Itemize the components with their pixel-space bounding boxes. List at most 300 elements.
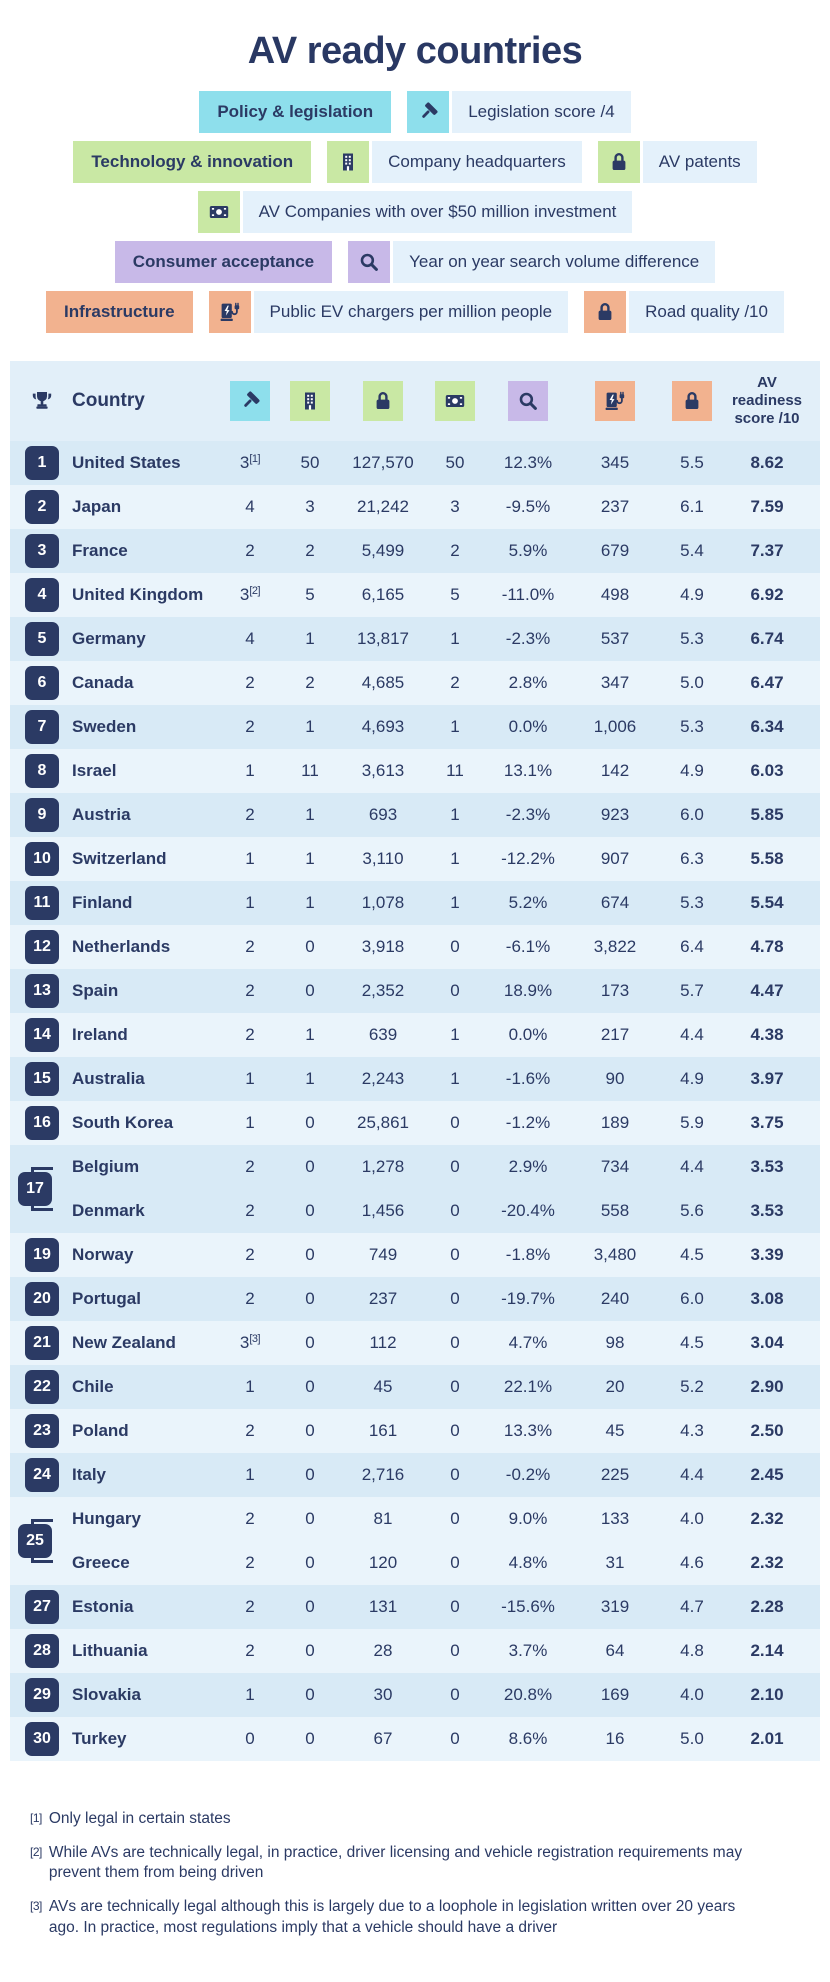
metric-value-3: 21,242 <box>357 497 409 516</box>
rank-cell <box>20 1634 64 1668</box>
country-name: Norway <box>72 1245 134 1264</box>
metric-value-3: 4,685 <box>361 673 405 692</box>
legend-label: AV patents <box>643 141 757 183</box>
rank-cell <box>20 886 64 920</box>
metric-value-6: 142 <box>600 761 630 780</box>
legend-row-4 <box>0 241 830 283</box>
metric-value-4: 0 <box>450 1377 460 1396</box>
metric-value-7: 5.2 <box>680 1377 704 1396</box>
legend-item-legislation-score-4 <box>407 91 630 133</box>
metric-value-1: 2 <box>245 1421 255 1440</box>
rank-badge: 23 <box>25 1414 59 1448</box>
rank-badge: 28 <box>25 1634 59 1668</box>
rank-badge: 30 <box>25 1722 59 1756</box>
metric-value-1: 2 <box>245 1553 255 1572</box>
metric-value-2: 2 <box>305 673 315 692</box>
row-portugal <box>10 1277 820 1321</box>
country-name: Denmark <box>72 1201 145 1220</box>
metric-value-6: 319 <box>600 1597 630 1616</box>
country-name: Estonia <box>72 1597 134 1616</box>
metric-value-7: 6.1 <box>680 497 704 516</box>
row-belgium <box>10 1145 820 1189</box>
legend-label: Road quality /10 <box>629 291 784 333</box>
padlock-icon <box>363 381 403 421</box>
magnifier-icon <box>348 241 390 283</box>
readiness-score: 5.58 <box>750 849 784 868</box>
metric-value-6: 169 <box>600 1685 630 1704</box>
legend-item-year-on-year-search-volume-difference <box>348 241 715 283</box>
legend-row-5 <box>0 291 830 333</box>
country-name: Ireland <box>72 1025 128 1044</box>
metric-value-4: 0 <box>450 1157 460 1176</box>
metric-value-4: 0 <box>450 1729 460 1748</box>
metric-value-3: 2,352 <box>361 981 405 1000</box>
legend-badge-consumer-acceptance: Consumer acceptance <box>115 241 332 283</box>
rank-badge: 10 <box>25 842 59 876</box>
row-canada <box>10 661 820 705</box>
gavel-icon <box>230 381 270 421</box>
metric-value-2: 0 <box>305 1597 315 1616</box>
rank-cell <box>20 1722 64 1756</box>
row-greece <box>10 1541 820 1585</box>
metric-value-7: 4.9 <box>680 761 704 780</box>
metric-value-1: 1 <box>245 1465 255 1484</box>
metric-value-4: 11 <box>446 761 464 780</box>
readiness-score: 3.53 <box>750 1157 784 1176</box>
rank-cell <box>20 666 64 700</box>
rank-group-28 <box>10 1629 820 1673</box>
readiness-score: 2.10 <box>750 1685 784 1704</box>
row-italy <box>10 1453 820 1497</box>
readiness-score: 2.45 <box>750 1465 784 1484</box>
metric-value-2: 1 <box>305 893 315 912</box>
metric-value-7: 4.4 <box>680 1025 704 1044</box>
row-united-kingdom <box>10 573 820 617</box>
metric-value-3: 4,693 <box>361 717 405 736</box>
rank-group-29 <box>10 1673 820 1717</box>
metric-value-7: 4.4 <box>680 1465 704 1484</box>
country-name: Hungary <box>72 1509 141 1528</box>
metric-value-6: 558 <box>600 1201 630 1220</box>
table-body <box>10 441 820 1761</box>
metric-value-5: -6.1% <box>505 937 551 956</box>
footnote-text: Only legal in certain states <box>48 1810 231 1827</box>
metric-value-5: -15.6% <box>501 1597 555 1616</box>
readiness-score: 8.62 <box>750 453 784 472</box>
metric-value-6: 90 <box>605 1069 625 1088</box>
metric-value-3: 749 <box>368 1245 398 1264</box>
metric-value-6: 679 <box>600 541 630 560</box>
metric-value-1: 2 <box>245 805 255 824</box>
readiness-score: 6.03 <box>750 761 784 780</box>
metric-value-2: 2 <box>305 541 315 560</box>
metric-value-6: 923 <box>600 805 630 824</box>
trophy-icon <box>20 389 64 413</box>
metric-value-3: 2,243 <box>361 1069 405 1088</box>
metric-value-4: 0 <box>450 1113 460 1132</box>
banknote-icon <box>435 381 475 421</box>
country-name: Greece <box>72 1553 130 1572</box>
metric-value-1: 4 <box>245 629 255 648</box>
metric-value-4: 1 <box>450 805 460 824</box>
metric-value-5: -1.2% <box>505 1113 551 1132</box>
rank-badge: 11 <box>25 886 59 920</box>
rankings-table <box>10 361 820 1761</box>
rank-group-12 <box>10 925 820 969</box>
metric-value-1: 4 <box>245 497 255 516</box>
metric-value-1: 2 <box>245 1289 255 1308</box>
country-name: Finland <box>72 893 133 912</box>
metric-value-3: 131 <box>368 1597 398 1616</box>
metric-column-header-7 <box>660 381 724 421</box>
country-name: Turkey <box>72 1729 127 1748</box>
metric-value-6: 347 <box>600 673 630 692</box>
metric-value-1: 2 <box>245 1245 255 1264</box>
metric-value-7: 4.0 <box>680 1685 704 1704</box>
metric-value-6: 498 <box>600 585 630 604</box>
metric-value-3: 3,613 <box>361 761 405 780</box>
row-spain <box>10 969 820 1013</box>
footnote-3 <box>30 1897 755 1937</box>
rank-group-2 <box>10 485 820 529</box>
rank-badge: 4 <box>25 578 59 612</box>
rank-cell <box>20 1238 64 1272</box>
score-column-header: AV readiness score /10 <box>731 374 803 427</box>
rank-cell <box>20 930 64 964</box>
readiness-score: 6.92 <box>750 585 784 604</box>
rank-badge: 21 <box>25 1326 59 1360</box>
metric-value-5: 22.1% <box>503 1377 553 1396</box>
metric-value-4: 3 <box>450 497 460 516</box>
metric-value-2: 1 <box>305 849 315 868</box>
metric-value-3: 25,861 <box>357 1113 409 1132</box>
metric-value-6: 734 <box>600 1157 630 1176</box>
metric-value-4: 0 <box>450 981 460 1000</box>
footnote-ref: [3] <box>249 1333 261 1345</box>
metric-value-5: 5.2% <box>508 893 548 912</box>
metric-value-2: 11 <box>301 761 319 780</box>
rank-badge: 14 <box>25 1018 59 1052</box>
metric-value-6: 45 <box>605 1421 625 1440</box>
metric-value-7: 4.9 <box>680 1069 704 1088</box>
metric-value-1: 3[2] <box>239 585 261 604</box>
metric-value-7: 4.9 <box>680 585 704 604</box>
metric-value-7: 5.0 <box>680 673 704 692</box>
metric-value-4: 2 <box>450 541 460 560</box>
banknote-icon <box>198 191 240 233</box>
metric-value-1: 1 <box>245 1069 255 1088</box>
rank-cell <box>20 1590 64 1624</box>
country-column-header: Country <box>72 390 145 411</box>
readiness-score: 2.50 <box>750 1421 784 1440</box>
metric-value-3: 1,078 <box>361 893 405 912</box>
metric-value-1: 1 <box>245 761 255 780</box>
metric-value-2: 0 <box>305 937 315 956</box>
metric-value-1: 2 <box>245 1157 255 1176</box>
metric-value-4: 0 <box>450 1201 460 1220</box>
metric-value-4: 1 <box>450 1069 460 1088</box>
country-name: Spain <box>72 981 119 1000</box>
rank-group-5 <box>10 617 820 661</box>
metric-value-7: 5.4 <box>680 541 704 560</box>
footnote-text: AVs are technically legal although this is largely due to a loophole in legislation written over 20 years ago. In practice, most regulations imply that a vehicle should have a driver <box>48 1898 736 1936</box>
metric-value-7: 5.5 <box>680 453 704 472</box>
row-slovakia <box>10 1673 820 1717</box>
metric-value-4: 0 <box>450 1509 460 1528</box>
country-name: Netherlands <box>72 937 171 956</box>
rank-cell <box>20 446 64 480</box>
metric-value-5: 13.3% <box>503 1421 553 1440</box>
rank-cell <box>20 798 64 832</box>
readiness-score: 4.38 <box>750 1025 784 1044</box>
rank-badge: 3 <box>25 534 59 568</box>
legend-label: Year on year search volume difference <box>393 241 715 283</box>
metric-value-3: 13,817 <box>357 629 409 648</box>
legend <box>0 91 830 333</box>
metric-value-7: 4.6 <box>680 1553 704 1572</box>
metric-value-1: 2 <box>245 1641 255 1660</box>
country-name: Poland <box>72 1421 129 1440</box>
metric-value-4: 0 <box>450 1685 460 1704</box>
legend-badge-infrastructure: Infrastructure <box>46 291 193 333</box>
metric-value-7: 6.0 <box>680 805 704 824</box>
rank-badge: 8 <box>25 754 59 788</box>
metric-value-7: 5.6 <box>680 1201 704 1220</box>
legend-item-company-headquarters <box>327 141 582 183</box>
readiness-score: 3.04 <box>750 1333 784 1352</box>
row-finland <box>10 881 820 925</box>
metric-value-6: 537 <box>600 629 630 648</box>
metric-value-5: 2.9% <box>508 1157 548 1176</box>
metric-value-3: 237 <box>368 1289 398 1308</box>
metric-value-5: 18.9% <box>503 981 553 1000</box>
metric-value-5: 13.1% <box>503 761 553 780</box>
row-chile <box>10 1365 820 1409</box>
metric-value-5: 4.8% <box>508 1553 548 1572</box>
metric-value-1: 1 <box>245 1685 255 1704</box>
metric-value-1: 0 <box>245 1729 255 1748</box>
readiness-score: 2.90 <box>750 1377 784 1396</box>
metric-value-4: 50 <box>445 453 465 472</box>
rank-group-22 <box>10 1365 820 1409</box>
rank-group-9 <box>10 793 820 837</box>
metric-value-2: 0 <box>305 981 315 1000</box>
metric-value-7: 6.4 <box>680 937 704 956</box>
gavel-icon <box>407 91 449 133</box>
metric-value-6: 240 <box>600 1289 630 1308</box>
readiness-score: 3.97 <box>750 1069 784 1088</box>
readiness-score: 3.53 <box>750 1201 784 1220</box>
metric-value-1: 2 <box>245 1509 255 1528</box>
metric-value-1: 3[1] <box>239 453 261 472</box>
rank-badge: 29 <box>25 1678 59 1712</box>
country-name: New Zealand <box>72 1333 176 1352</box>
country-name: Germany <box>72 629 146 648</box>
country-name: Sweden <box>72 717 137 736</box>
metric-value-5: -11.0% <box>501 585 555 604</box>
legend-item-av-patents <box>598 141 757 183</box>
row-france <box>10 529 820 573</box>
metric-value-5: -1.8% <box>505 1245 551 1264</box>
metric-value-1: 2 <box>245 981 255 1000</box>
building-icon <box>327 141 369 183</box>
metric-value-4: 2 <box>450 673 460 692</box>
metric-value-4: 0 <box>450 1333 460 1352</box>
metric-value-1: 2 <box>245 541 255 560</box>
metric-value-1: 2 <box>245 717 255 736</box>
metric-value-5: 5.9% <box>508 541 548 560</box>
metric-value-2: 0 <box>305 1685 315 1704</box>
metric-value-3: 30 <box>373 1685 393 1704</box>
legend-label: Public EV chargers per million people <box>254 291 569 333</box>
metric-value-2: 1 <box>305 717 315 736</box>
readiness-score: 2.32 <box>750 1509 784 1528</box>
metric-value-3: 693 <box>368 805 398 824</box>
footnote-marker: [3] <box>30 1899 42 1914</box>
rank-badge: 7 <box>25 710 59 744</box>
metric-value-2: 0 <box>305 1245 315 1264</box>
legend-item-public-ev-chargers-per-million-people <box>209 291 569 333</box>
rank-group-27 <box>10 1585 820 1629</box>
country-name: Portugal <box>72 1289 141 1308</box>
metric-value-7: 5.7 <box>680 981 704 1000</box>
rank-badge: 20 <box>25 1282 59 1316</box>
rank-group-4 <box>10 573 820 617</box>
rank-group-23 <box>10 1409 820 1453</box>
country-name: Japan <box>72 497 122 516</box>
metric-value-6: 64 <box>605 1641 625 1660</box>
metric-value-7: 4.5 <box>680 1245 704 1264</box>
row-denmark <box>10 1189 820 1233</box>
rank-group-8 <box>10 749 820 793</box>
metric-value-4: 0 <box>450 1289 460 1308</box>
row-turkey <box>10 1717 820 1761</box>
metric-column-header-3 <box>342 381 424 421</box>
metric-value-2: 1 <box>305 629 315 648</box>
row-germany <box>10 617 820 661</box>
metric-value-5: -20.4% <box>501 1201 555 1220</box>
metric-value-1: 2 <box>245 1201 255 1220</box>
rank-cell <box>20 1458 64 1492</box>
row-lithuania <box>10 1629 820 1673</box>
legend-row-3 <box>0 191 830 233</box>
rank-group-25 <box>10 1497 820 1585</box>
metric-value-6: 133 <box>600 1509 630 1528</box>
metric-value-1: 2 <box>245 1025 255 1044</box>
row-netherlands <box>10 925 820 969</box>
readiness-score: 5.54 <box>750 893 784 912</box>
country-name: Lithuania <box>72 1641 148 1660</box>
rank-group-6 <box>10 661 820 705</box>
metric-value-5: -9.5% <box>505 497 551 516</box>
row-australia <box>10 1057 820 1101</box>
rank-group-15 <box>10 1057 820 1101</box>
rank-badge: 12 <box>25 930 59 964</box>
metric-value-3: 639 <box>368 1025 398 1044</box>
metric-value-6: 31 <box>605 1553 625 1572</box>
padlock-icon <box>598 141 640 183</box>
metric-value-6: 20 <box>605 1377 625 1396</box>
metric-value-3: 28 <box>373 1641 393 1660</box>
rank-cell <box>20 842 64 876</box>
row-poland <box>10 1409 820 1453</box>
country-name: Israel <box>72 761 117 780</box>
metric-value-3: 6,165 <box>361 585 405 604</box>
row-switzerland <box>10 837 820 881</box>
metric-value-4: 0 <box>450 1553 460 1572</box>
rank-group-16 <box>10 1101 820 1145</box>
metric-value-4: 0 <box>450 1641 460 1660</box>
rank-group-3 <box>10 529 820 573</box>
rank-badge: 6 <box>25 666 59 700</box>
metric-value-5: -2.3% <box>505 629 551 648</box>
legend-row-1 <box>0 91 830 133</box>
metric-value-2: 0 <box>305 1113 315 1132</box>
rank-group-10 <box>10 837 820 881</box>
metric-value-5: 20.8% <box>503 1685 553 1704</box>
metric-value-2: 1 <box>305 1069 315 1088</box>
metric-value-4: 1 <box>450 849 460 868</box>
metric-value-5: 9.0% <box>508 1509 548 1528</box>
metric-value-5: 2.8% <box>508 673 548 692</box>
country-name: South Korea <box>72 1113 174 1132</box>
row-new-zealand <box>10 1321 820 1365</box>
rank-cell <box>20 1062 64 1096</box>
metric-value-6: 3,822 <box>593 937 637 956</box>
metric-value-6: 217 <box>600 1025 630 1044</box>
rank-badge: 13 <box>25 974 59 1008</box>
metric-value-1: 1 <box>245 893 255 912</box>
legend-badge-policy-legislation: Policy & legislation <box>199 91 391 133</box>
metric-value-1: 2 <box>245 937 255 956</box>
country-name: Italy <box>72 1465 107 1484</box>
metric-value-5: 0.0% <box>508 717 548 736</box>
ev-charger-icon <box>209 291 251 333</box>
rank-cell <box>20 1370 64 1404</box>
readiness-score: 3.08 <box>750 1289 784 1308</box>
rank-cell <box>20 1018 64 1052</box>
metric-value-3: 67 <box>373 1729 393 1748</box>
metric-value-1: 2 <box>245 1597 255 1616</box>
legend-item-av-companies-with-over-50-million-investment <box>198 191 633 233</box>
metric-value-4: 5 <box>450 585 460 604</box>
metric-value-6: 3,480 <box>593 1245 637 1264</box>
metric-value-5: -19.7% <box>501 1289 555 1308</box>
rank-group-20 <box>10 1277 820 1321</box>
metric-value-2: 0 <box>305 1201 315 1220</box>
metric-value-3: 3,110 <box>362 849 404 868</box>
rank-cell <box>20 622 64 656</box>
footnote-text: While AVs are technically legal, in practice, driver licensing and vehicle registration requirements may prevent them from being driven <box>48 1844 743 1882</box>
metric-value-5: -1.6% <box>505 1069 551 1088</box>
metric-value-5: 8.6% <box>508 1729 548 1748</box>
metric-value-7: 5.3 <box>680 629 704 648</box>
rank-group-30 <box>10 1717 820 1761</box>
metric-value-2: 1 <box>305 805 315 824</box>
readiness-score: 2.32 <box>750 1553 784 1572</box>
readiness-score: 6.47 <box>750 673 784 692</box>
footnote-ref: [2] <box>249 585 261 597</box>
row-estonia <box>10 1585 820 1629</box>
rank-badge: 5 <box>25 622 59 656</box>
rank-group-17 <box>10 1145 820 1233</box>
metric-value-2: 0 <box>305 1465 315 1484</box>
rank-badge: 15 <box>25 1062 59 1096</box>
metric-value-3: 3,918 <box>361 937 405 956</box>
rank-cell <box>20 578 64 612</box>
footnote-ref: [1] <box>249 453 261 465</box>
metric-column-header-6 <box>570 381 660 421</box>
